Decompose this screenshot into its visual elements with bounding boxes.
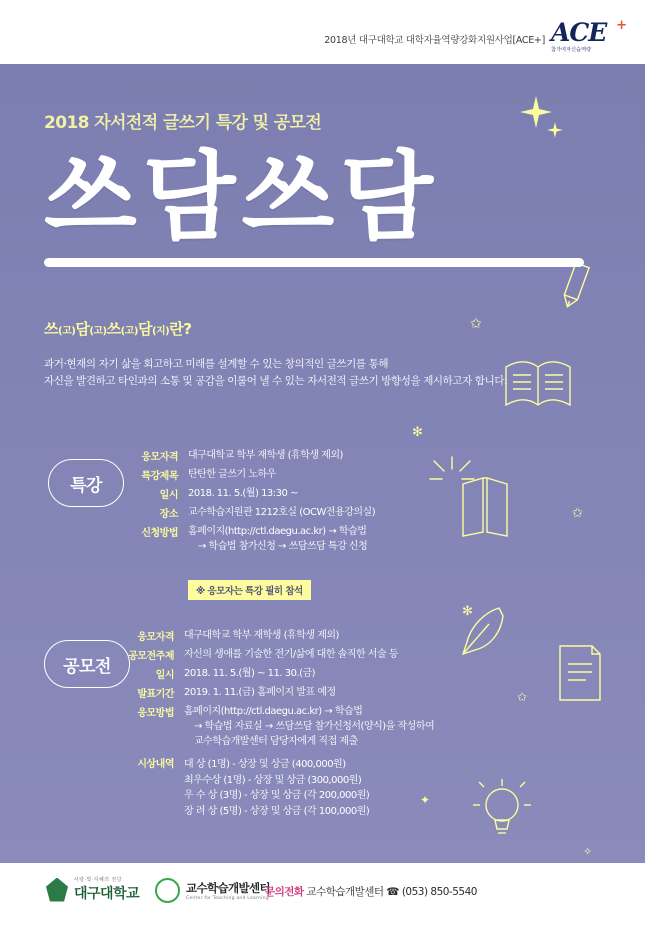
contest-awards-list bbox=[184, 757, 369, 819]
contest-label-3: 발표기간 bbox=[137, 689, 174, 700]
ace-logo-word: ACE bbox=[551, 18, 607, 47]
star-icon-8: ✻ bbox=[462, 604, 473, 619]
contest-row-apply bbox=[96, 704, 546, 749]
contest-value-4-sub1: → 학습법 자료실 → 쓰담쓰담 참가신청서(양식)을 작성하여 bbox=[194, 721, 435, 732]
intro-q4-sub: (지) bbox=[151, 326, 170, 337]
lecture-value-4-main: 홈페이지(http://ctl.daegu.ac.kr) → 학습법 bbox=[188, 526, 367, 537]
lecture-value-0: 대구대학교 학부 재학생 (휴학생 제외) bbox=[188, 450, 343, 461]
lecture-note: ※ 응모자는 특강 필히 참석 bbox=[188, 580, 311, 600]
star-icon-3: ✩ bbox=[517, 690, 528, 704]
poster-title bbox=[44, 141, 604, 267]
intro-body-line2: 자신을 발견하고 타인과의 소통 및 공감을 이룰어 낼 수 있는 자서전적 글쓰기 방향성을 제시하고자 합니다. bbox=[44, 375, 508, 387]
contact-value: 교수학습개발센터 ☎ (053) 850-5540 bbox=[306, 886, 477, 898]
contest-row-theme bbox=[96, 647, 546, 662]
award-item-0: 대 상 (1명) - 상장 및 상금 (400,000원) bbox=[184, 759, 346, 770]
award-item-3: 장 려 상 (5명) - 상장 및 상금 (각 100,000원) bbox=[184, 805, 370, 817]
lecture-label-0: 응모자격 bbox=[141, 452, 178, 463]
contest-row-awards bbox=[96, 755, 546, 819]
intro-q1: 쓰 bbox=[44, 320, 58, 338]
intro-body bbox=[44, 356, 564, 390]
ace-logo bbox=[551, 20, 625, 52]
ace-logo-sub: 참가여자신습역량 bbox=[551, 47, 592, 53]
intro-body-line1: 과거·현재의 자기 삶을 회고하고 미래를 설계할 수 있는 창의적인 글쓰기를 통해 bbox=[44, 358, 389, 370]
intro-q3-sub: (고) bbox=[120, 326, 138, 337]
intro-q3: 쓰 bbox=[106, 320, 121, 338]
center-mark-icon bbox=[155, 878, 180, 903]
lecture-value-4-sub1: → 학습법 참가신청 → 쓰담쓰담 특강 신청 bbox=[198, 541, 368, 552]
star-icon-1: ✩ bbox=[470, 316, 482, 332]
poster-title-text: 쓰담쓰담 bbox=[44, 141, 439, 253]
contest-row-announcement bbox=[96, 685, 546, 700]
contest-row-qualification bbox=[96, 628, 546, 643]
contest-info bbox=[96, 628, 546, 823]
poster-kicker: 2018 자서전적 글쓰기 특강 및 공모전 bbox=[44, 113, 322, 133]
intro-q2: 담 bbox=[75, 320, 90, 338]
lecture-value-3: 교수학습지원관 1212호실 (OCW전용강의실) bbox=[188, 507, 376, 518]
star-icon-2: ✩ bbox=[572, 506, 583, 521]
lecture-label-2: 일시 bbox=[159, 490, 178, 501]
center-name: 교수학습개발센터 bbox=[186, 881, 271, 895]
star-icon-4: ✦ bbox=[420, 793, 431, 807]
contest-value-4-main: 홈페이지(http://ctl.daegu.ac.kr) → 학습법 bbox=[184, 706, 363, 717]
contest-row-datetime bbox=[96, 666, 546, 681]
contest-label-4: 응모방법 bbox=[137, 708, 174, 719]
contest-value-4 bbox=[184, 704, 434, 749]
lecture-info bbox=[100, 448, 530, 558]
lecture-label-1: 특강제목 bbox=[141, 471, 178, 482]
header-program-line: 2018년 대구대학교 대학자율역량강화지원사업[ACE+] bbox=[324, 35, 545, 46]
intro-q-tail: 란? bbox=[169, 320, 192, 338]
contest-badge: 공모전 bbox=[44, 640, 130, 688]
lecture-value-2: 2018. 11. 5.(월) 13:30 ~ bbox=[188, 488, 298, 499]
lecture-row-apply bbox=[100, 524, 530, 554]
lecture-badge: 특강 bbox=[48, 459, 124, 507]
lecture-row-qualification bbox=[100, 448, 530, 463]
contest-value-0: 대구대학교 학부 재학생 (휴학생 제외) bbox=[184, 630, 339, 641]
contest-value-4-sub2: 교수학습개발센터 담당자에게 직접 제출 bbox=[194, 736, 358, 747]
intro-question bbox=[44, 318, 191, 339]
lecture-row-place bbox=[100, 505, 530, 520]
contest-label-0: 응모자격 bbox=[137, 632, 174, 643]
contest-awards-label: 시상내역 bbox=[137, 759, 174, 770]
lecture-row-topic bbox=[100, 467, 530, 482]
university-name: 대구대학교 bbox=[74, 886, 140, 902]
ace-logo-plus: + bbox=[616, 18, 627, 33]
contest-value-3: 2019. 1. 11.(금) 홈페이지 발표 예정 bbox=[184, 687, 336, 698]
center-subname: Center for Teaching and Learning bbox=[186, 896, 269, 901]
lecture-value-1: 탄탄한 글쓰기 노하우 bbox=[188, 469, 276, 480]
award-item-1: 최우수상 (1명) - 상장 및 상금 (300,000원) bbox=[184, 774, 362, 786]
star-icon-7: ✻ bbox=[412, 425, 423, 440]
lecture-label-3: 장소 bbox=[159, 509, 178, 520]
intro-q1-sub: (고) bbox=[58, 326, 76, 337]
lecture-row-datetime bbox=[100, 486, 530, 501]
title-underline bbox=[44, 258, 584, 267]
university-logo bbox=[46, 876, 139, 903]
intro-q4: 담 bbox=[137, 320, 152, 338]
center-logo bbox=[155, 878, 270, 903]
contest-value-2: 2018. 11. 5.(월) ~ 11. 30.(금) bbox=[184, 668, 316, 679]
contest-label-2: 일시 bbox=[155, 670, 174, 681]
lecture-value-4 bbox=[188, 524, 367, 554]
contact-label: 문의전화 bbox=[265, 886, 304, 898]
intro-q2-sub: (고) bbox=[89, 326, 107, 337]
lecture-label-4: 신청방법 bbox=[141, 528, 178, 539]
university-tagline: 사랑·빛·지혜의 전당 bbox=[74, 877, 122, 883]
contest-value-1: 자신의 생애를 기술한 전기/삶에 대한 솔직한 서술 등 bbox=[184, 649, 398, 660]
contest-label-1: 공모전주제 bbox=[128, 651, 174, 662]
university-mark-icon bbox=[46, 878, 68, 902]
award-item-2: 우 수 상 (3명) - 상장 및 상금 (각 200,000원) bbox=[184, 790, 370, 801]
poster-header bbox=[0, 0, 645, 64]
star-icon-6: ✧ bbox=[583, 845, 593, 858]
contact-line bbox=[265, 884, 477, 899]
